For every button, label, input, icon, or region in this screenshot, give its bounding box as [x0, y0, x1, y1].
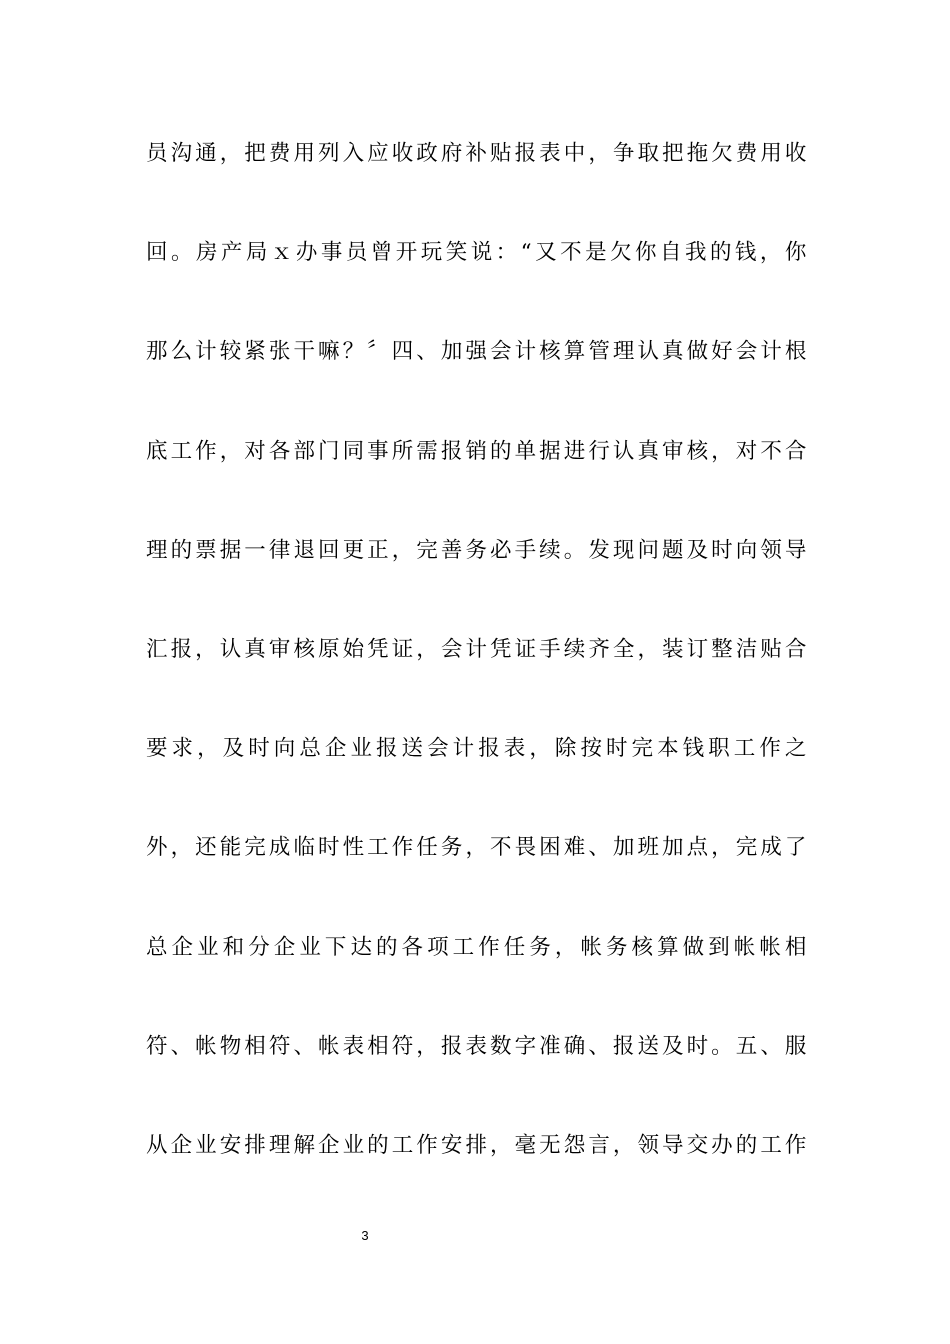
- text-line: 总企业和分企业下达的各项工作任务，帐务核算做到帐帐相: [146, 934, 808, 960]
- text-line: 员沟通，把费用列入应收政府补贴报表中，争取把拖欠费用收: [146, 141, 808, 166]
- text-line: 从企业安排理解企业的工作安排，毫无怨言，领导交办的工作: [146, 1132, 808, 1158]
- text-line: 外，还能完成临时性工作任务，不畏困难、加班加点，完成了: [146, 835, 808, 861]
- text-line: 汇报，认真审核原始凭证，会计凭证手续齐全，装订整洁贴合: [146, 636, 808, 662]
- page-number: 3: [361, 1228, 369, 1243]
- text-line: 理的票据一律退回更正，完善务必手续。发现问题及时向领导: [146, 537, 808, 563]
- text-line: 要求，及时向总企业报送会计报表，除按时完本钱职工作之: [146, 736, 808, 762]
- text-line: 那么计较紧张干嘛？〞四、加强会计核算管理认真做好会计根: [146, 339, 808, 365]
- body-text: [146, 131, 808, 1222]
- text-line: 符、帐物相符、帐表相符，报表数字准确、报送及时。五、服: [146, 1033, 808, 1059]
- text-line: 回。房产局ｘ办事员曾开玩笑说：“又不是欠你自我的钱，你: [146, 240, 808, 266]
- text-line: 底工作，对各部门同事所需报销的单据进行认真审核，对不合: [146, 438, 808, 464]
